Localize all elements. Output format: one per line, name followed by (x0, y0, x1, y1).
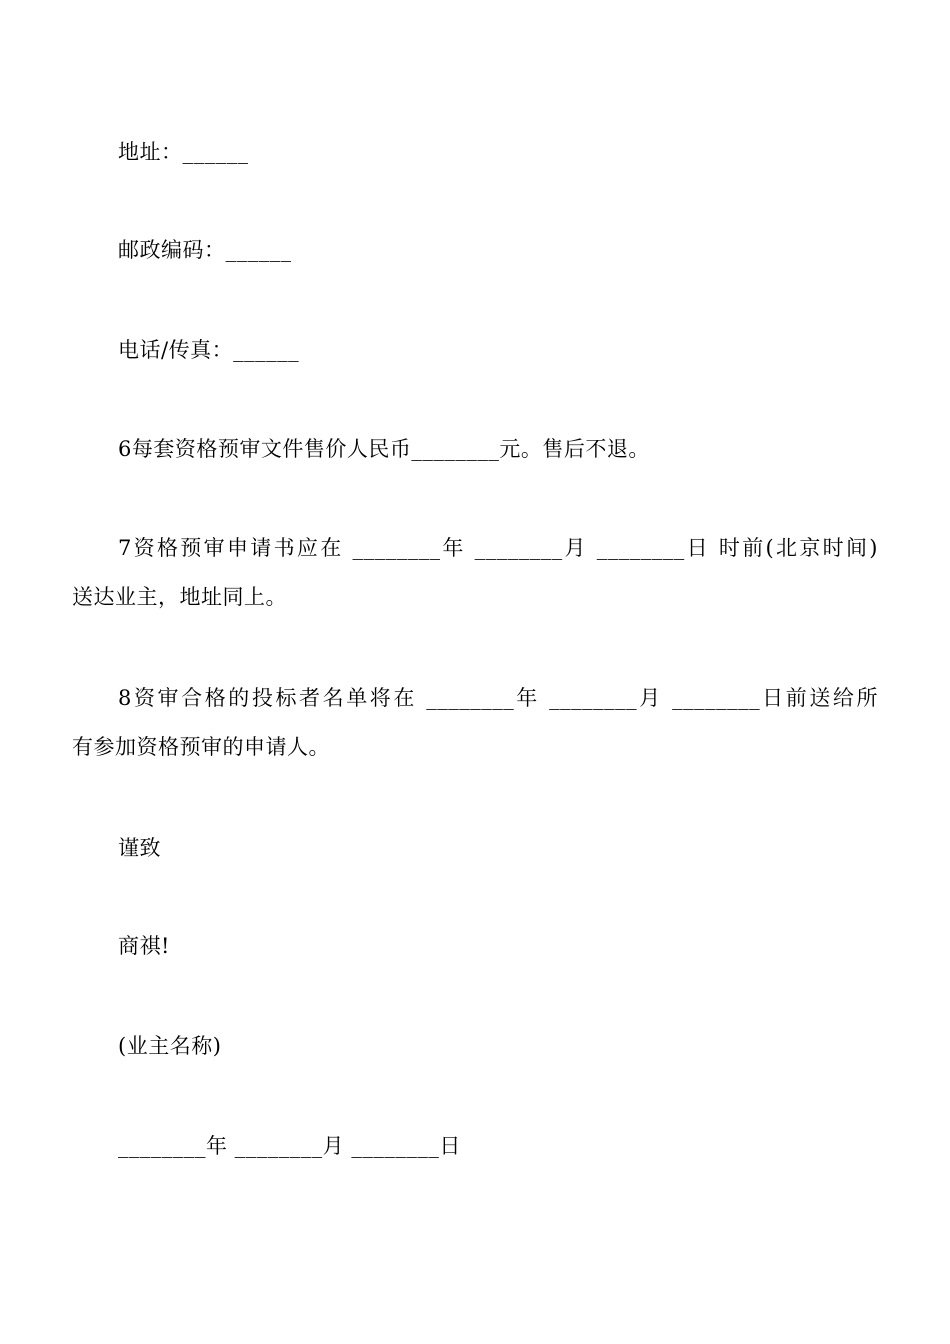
address-line: 地址：______ (118, 140, 249, 164)
item-8-line-1: 8资审合格的投标者名单将在 ________年 ________月 ________日前送给所 (118, 686, 878, 710)
item-7-line-1: 7资格预审申请书应在 ________年 ________月 ________日 时前(北京时间) (118, 536, 878, 560)
item-6-price: 6每套资格预审文件售价人民币________元。售后不退。 (118, 437, 650, 461)
item-7-paragraph (72, 524, 878, 622)
item-7-line-2: 送达业主，地址同上。 (72, 585, 287, 609)
salutation-line-2: 商祺! (118, 934, 170, 958)
date-line: ________年 ________月 ________日 (118, 1134, 461, 1158)
salutation-line-1: 谨致 (118, 836, 161, 860)
phone-fax-line: 电话/传真：______ (118, 338, 300, 362)
postcode-line: 邮政编码：______ (118, 238, 292, 262)
item-8-line-2: 有参加资格预审的申请人。 (72, 735, 330, 759)
item-8-paragraph (72, 674, 878, 772)
owner-name-line: (业主名称) (118, 1034, 222, 1058)
